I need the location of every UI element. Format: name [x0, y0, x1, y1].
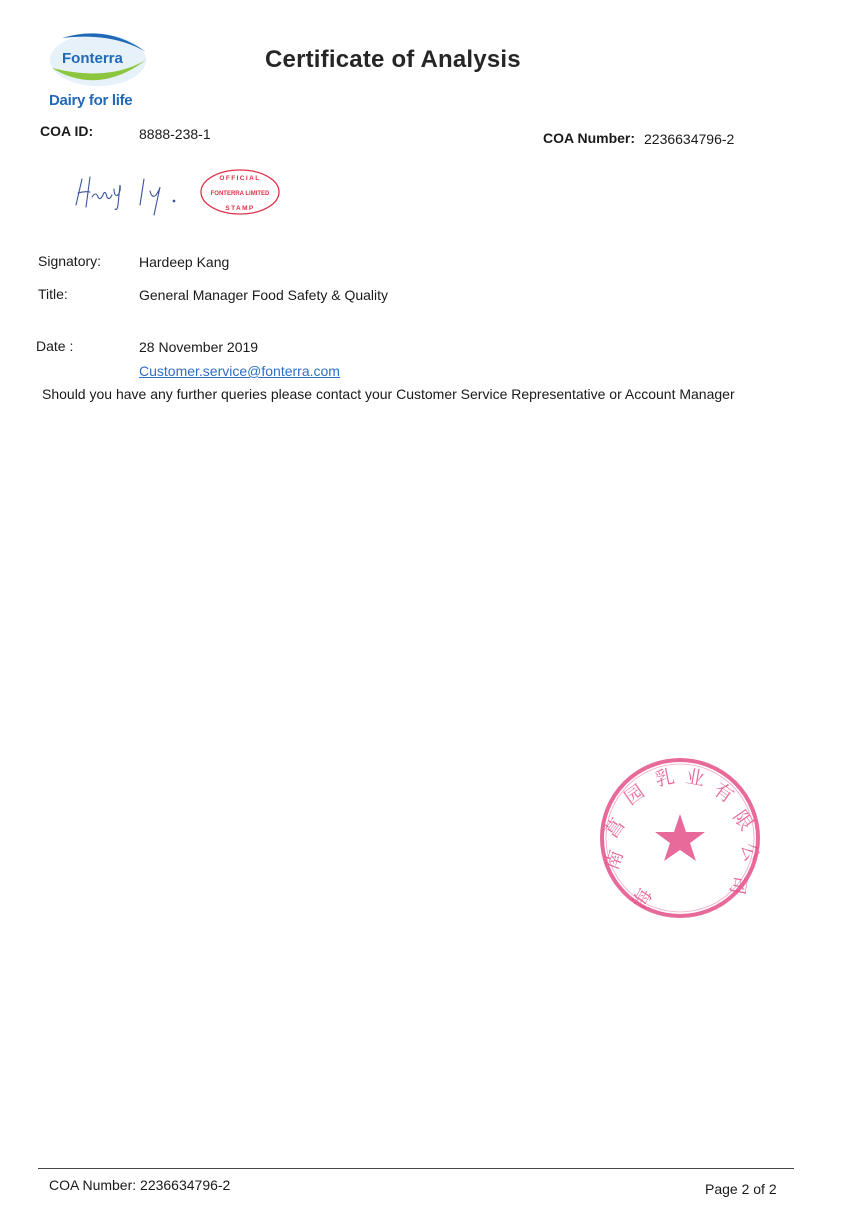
- date-value: 28 November 2019: [139, 339, 259, 355]
- contact-message: Should you have any further queries please contact your Customer Service Representative or Account Manager: [42, 386, 735, 402]
- logo-wordmark: Fonterra: [62, 50, 123, 67]
- svg-text:菖: 菖: [600, 814, 630, 843]
- svg-text:园: 园: [620, 780, 649, 810]
- footer-coa-number: COA Number: 2236634796-2: [49, 1177, 231, 1193]
- handwritten-signature: [70, 165, 190, 225]
- official-stamp: [198, 166, 282, 218]
- coa-number-value: 2236634796-2: [644, 131, 735, 147]
- signatory-value: Hardeep Kang: [139, 254, 230, 270]
- coa-id-label: COA ID:: [40, 123, 94, 139]
- date-label: Date :: [36, 338, 74, 354]
- stamp-line-company: FONTERRA LIMITED: [210, 191, 270, 197]
- page-title: Certificate of Analysis: [265, 46, 521, 73]
- svg-text:业: 业: [683, 765, 707, 791]
- title-value: General Manager Food Safety & Quality: [139, 287, 389, 303]
- svg-text:南: 南: [600, 847, 628, 873]
- title-label: Title:: [38, 286, 68, 302]
- svg-text:有: 有: [709, 778, 738, 808]
- logo-tagline: Dairy for life: [49, 92, 133, 109]
- footer-page-number: Page 2 of 2: [705, 1181, 777, 1197]
- company-seal: [596, 754, 764, 922]
- svg-text:公: 公: [736, 840, 763, 865]
- stamp-line-official: OFFICIAL: [219, 175, 261, 182]
- svg-text:司: 司: [725, 873, 751, 897]
- svg-text:限: 限: [728, 806, 758, 835]
- svg-text:乳: 乳: [653, 765, 677, 791]
- svg-text:海: 海: [628, 885, 658, 913]
- footer-divider: [38, 1168, 794, 1169]
- coa-id-value: 8888-238-1: [139, 126, 211, 142]
- stamp-line-stamp: STAMP: [225, 205, 255, 212]
- signatory-label: Signatory:: [38, 253, 102, 269]
- coa-number-label: COA Number:: [543, 130, 636, 146]
- customer-service-email-link[interactable]: Customer.service@fonterra.com: [139, 363, 340, 379]
